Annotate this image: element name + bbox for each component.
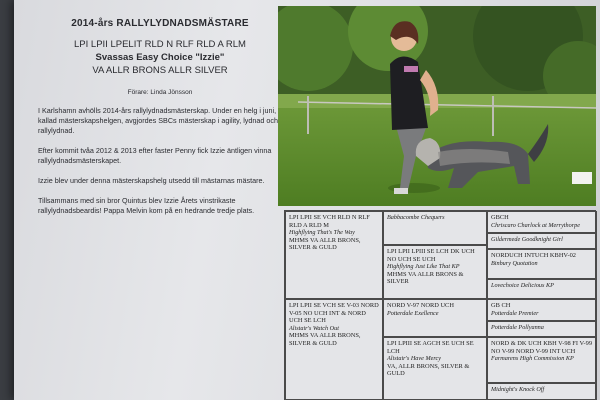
dog-photo <box>278 6 596 206</box>
dam-dam-awards: VA, ALLR BRONS, SILVER & GULD <box>387 362 470 378</box>
pedigree-sdd <box>487 279 597 299</box>
sire-sire-name: Babbacombe Chequers <box>387 214 445 221</box>
sss-titles: GBCH <box>491 214 509 221</box>
ssd-name: Gildermede Goodknight Girl <box>491 236 563 243</box>
article-paragraph: Izzie blev under denna mästerskapshelg utsedd till mästarnas mästare. <box>38 176 265 185</box>
pedigree-dss <box>487 299 597 321</box>
handler-line: Förare: Linda Jönsson <box>127 89 193 96</box>
pedigree-dsd <box>487 321 597 337</box>
dss-titles: GB CH <box>491 302 511 309</box>
dam-sire-titles: NORD V-97 NORD UCH <box>387 302 454 309</box>
dam-dam-titles: LPI LPIII SE AGCH SE UCH SE LCH <box>387 340 474 355</box>
dam-name: Alistair's Watch Out <box>289 324 339 332</box>
handler-shoe <box>394 188 408 194</box>
dss-name: Potterdale Premier <box>491 309 539 317</box>
photo-illustration <box>278 6 596 206</box>
pedigree-ddd <box>487 383 597 400</box>
sdd-name: Lovechoice Delicious KP <box>491 282 554 289</box>
sire-awards: MHMS VA ALLR BRONS, SILVER & GULD <box>289 236 361 252</box>
article-title: 2014-års RALLYLYDNADSMÄSTARE <box>71 18 249 29</box>
sire-dam-awards: MHMS VA ALLR BRONS & SILVER <box>387 270 464 286</box>
pedigree-dam-dam <box>383 337 487 400</box>
sds-titles: NORDUCH INTUCH KBHV-02 <box>491 252 576 259</box>
pedigree-sire-sire <box>383 211 487 245</box>
article-paragraph: I Karlshamn avhölls 2014-års rallylydnadsmästerskap. Under en helg i juni, kallad mästerskapshelgen, avgjordes SBCs mästerskap i agility, lydnad och rallylydnad. <box>38 106 278 135</box>
ddd-name: Midnight's Knock Off <box>491 386 545 393</box>
dam-titles: LPI LPII SE VCH SE V-03 NORD V-05 NO UCH INT & NORD UCH SE LCH <box>289 302 379 325</box>
handler-shirt <box>404 66 418 72</box>
sire-titles: LPI LPII SE VCH RLD N RLF RLD A RLD M <box>289 214 370 229</box>
pedigree-sds <box>487 249 597 279</box>
magazine-page <box>14 0 600 400</box>
sire-dam-titles: LPI LPII LPIII SE LCH DK UCH NO UCH SE UCH <box>387 248 475 263</box>
pedigree-sire-dam <box>383 245 487 299</box>
dam-sire-name: Potterdale Exellence <box>387 309 439 317</box>
pedigree-dam-sire <box>383 299 487 337</box>
sire-name: Highflying That's The Way <box>289 229 355 237</box>
rally-sign <box>572 172 592 184</box>
pedigree-sire <box>285 211 383 299</box>
dog-name: Svassas Easy Choice "Izzie" <box>95 52 225 63</box>
dam-dam-name: Alistair's Have Mercy <box>387 355 442 363</box>
pedigree-ssd <box>487 233 597 249</box>
article-paragraph: Tillsammans med sin bror Quintus blev Izzie Årets vinstrikaste rallylydnadsbeardis! Pappa Melvin kom på en hedrande tredje plats. <box>38 196 255 215</box>
dog-header <box>38 38 282 77</box>
dds-titles: NORD & DK UCH KBH V-98 FI V-99 NO V-99 NORD V-99 INT UCH <box>491 340 593 355</box>
dog-titles-2: VA ALLR BRONS ALLR SILVER <box>92 65 228 76</box>
pedigree-table <box>284 210 596 400</box>
pedigree-sss <box>487 211 597 233</box>
pedigree-dam <box>285 299 383 400</box>
dds-name: Farmarens High Commission KP <box>491 355 574 363</box>
article-column <box>38 16 282 216</box>
dam-awards: MHMS VA ALLR BRONS, SILVER & GULD <box>289 332 361 347</box>
sds-name: Binbury Quotation <box>491 259 538 267</box>
dog-titles: LPI LPII LPELIT RLD N RLF RLD A RLM <box>74 39 246 50</box>
sss-name: Chriscaro Charlock at Merrythorpe <box>491 221 580 229</box>
article-paragraph: Efter kommit tvåa 2012 & 2013 efter faster Penny fick Izzie äntligen vinna rallylydnadsmästerskapet. <box>38 146 272 165</box>
pedigree-dds <box>487 337 597 383</box>
sire-dam-name: Highflying Just Like That KP <box>387 263 460 271</box>
dsd-name: Potterdale Pollyanna <box>491 324 544 331</box>
